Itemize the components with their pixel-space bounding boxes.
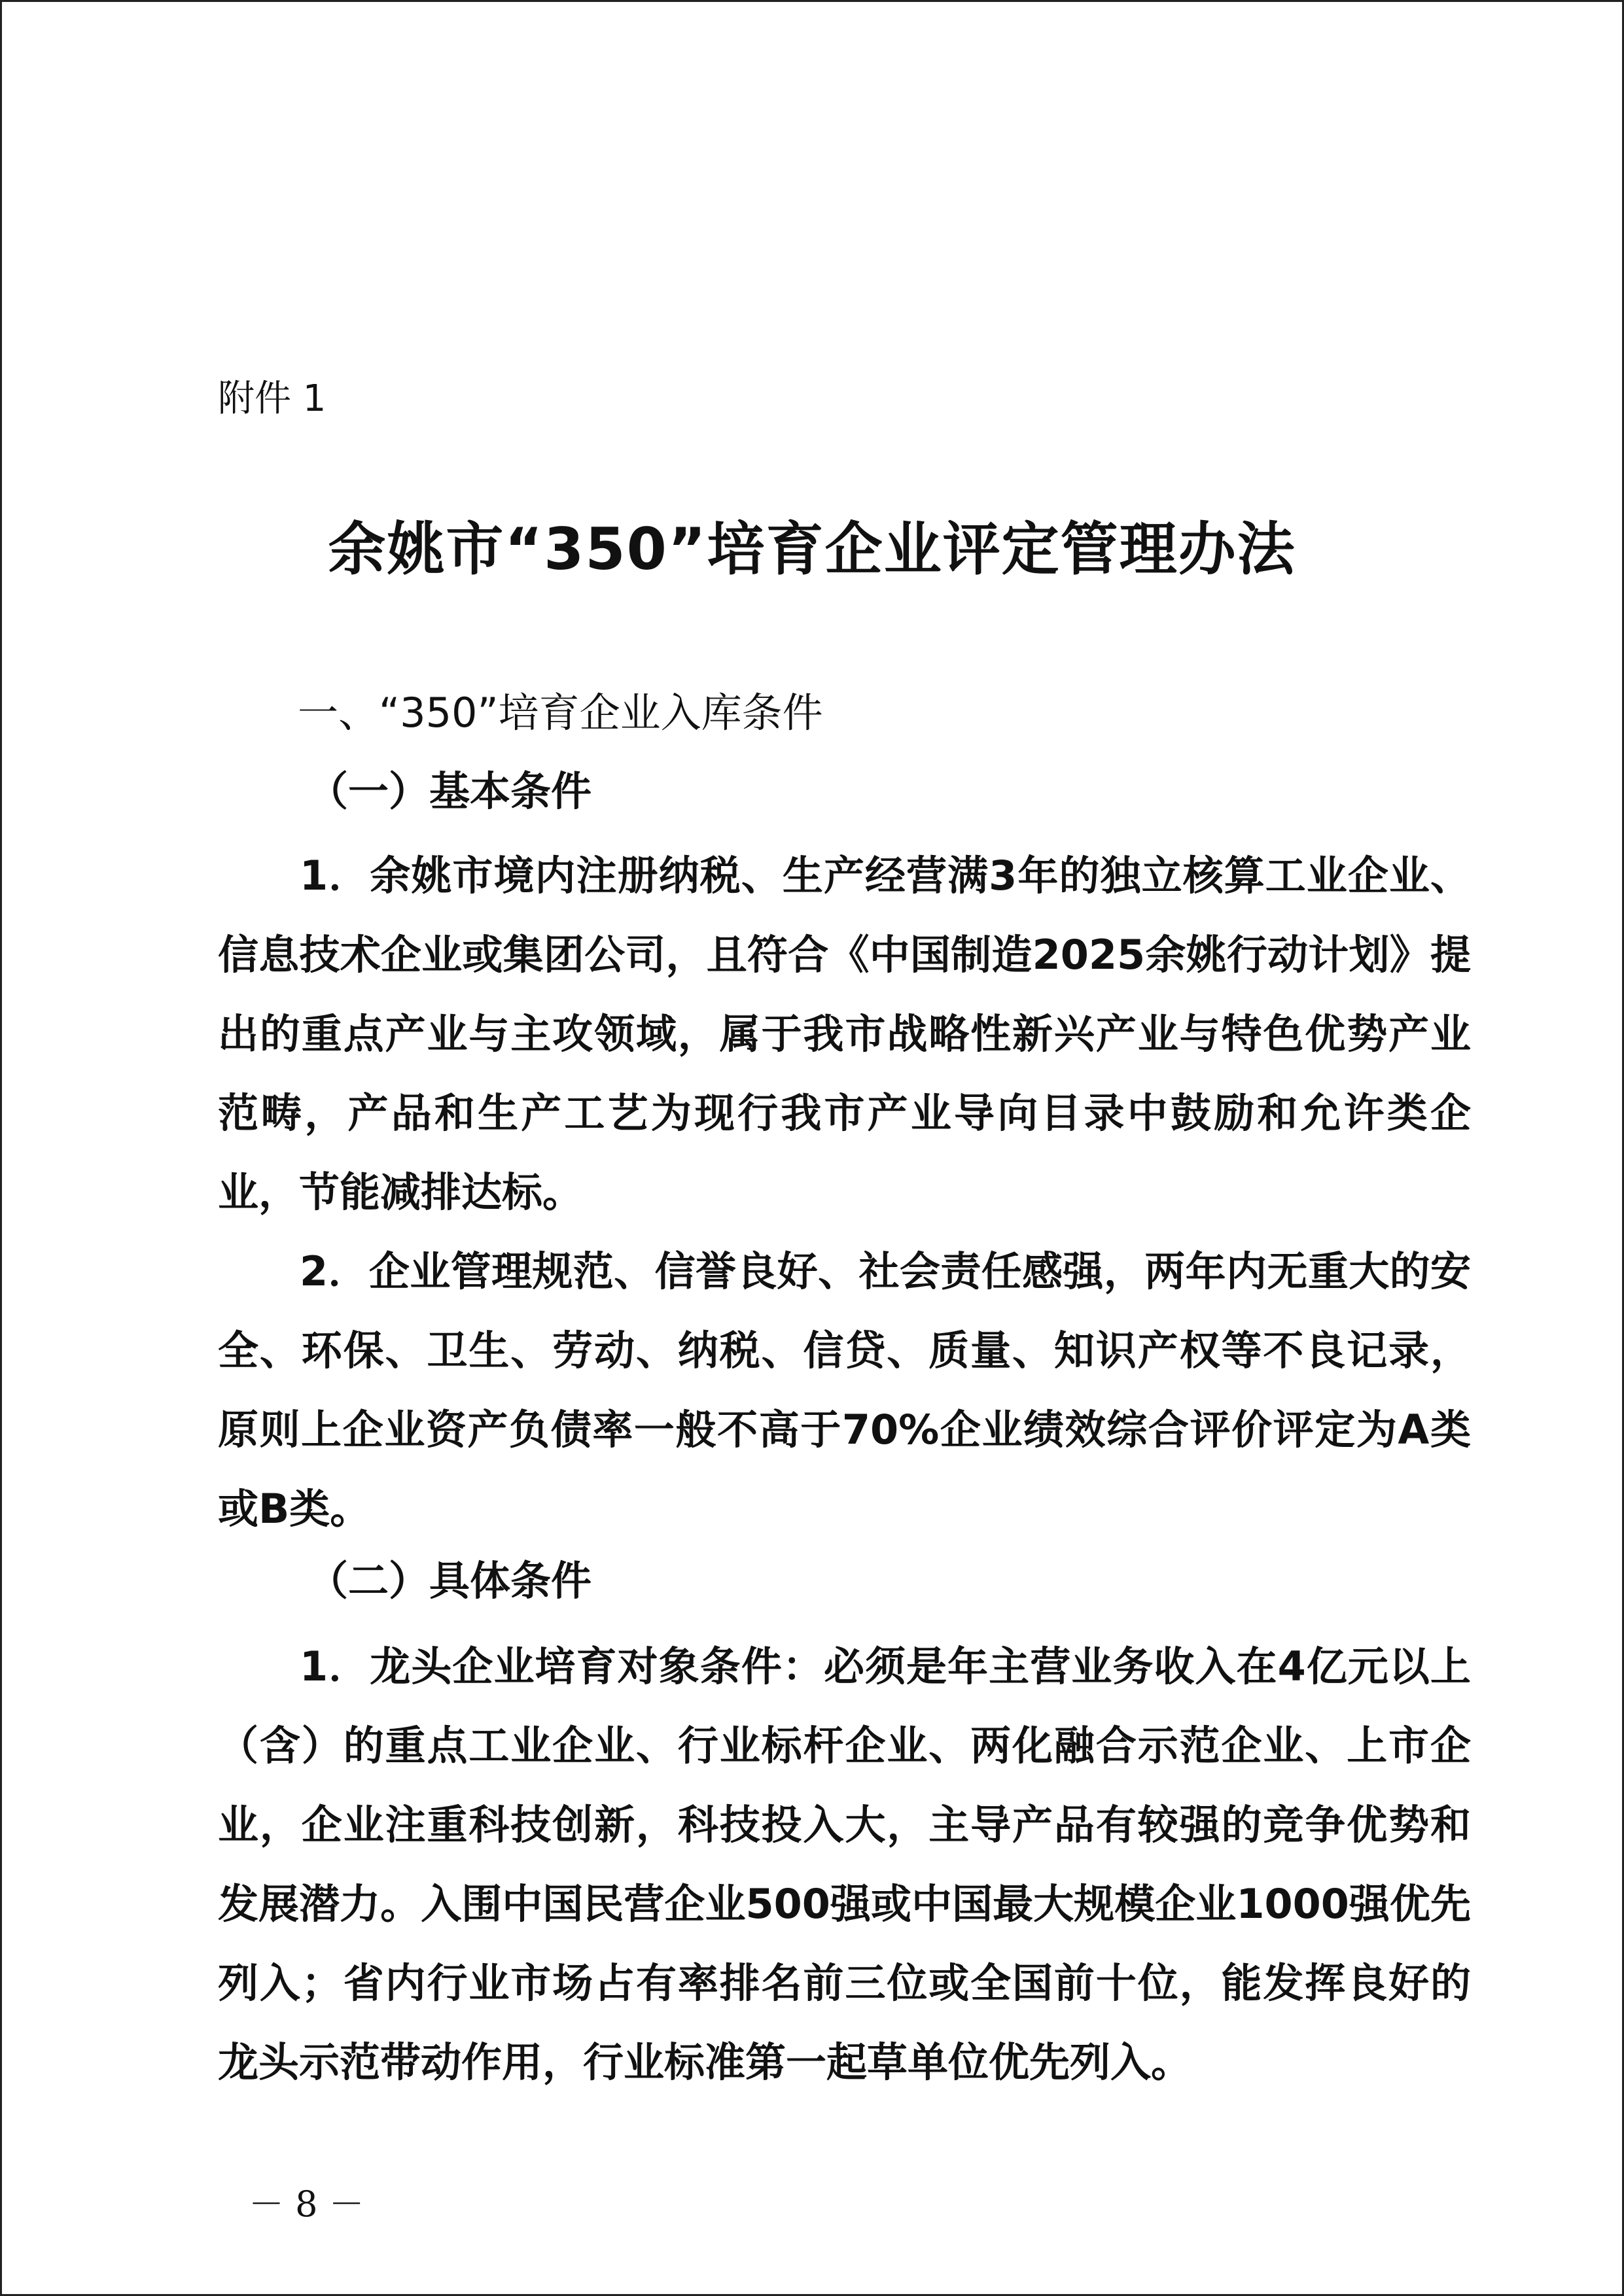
subheading-basic-conditions: （一）基本条件: [308, 767, 592, 815]
paragraph-basic-1: 1．余姚市境内注册纳税、生产经营满3年的独立核算工业企业、信息技术企业或集团公司，且符合《中国制造2025余姚行动计划》提出的重点产业与主攻领域，属于我市战略性新兴产业与特色优势产业范畴，产品和生产工艺为现行我市产业导向目录中鼓励和允许类企业，节能减排达标。: [218, 852, 1471, 1216]
section-heading: 一、“350”培育企业入库条件: [298, 689, 823, 737]
paragraph-specific-1: 1．龙头企业培育对象条件：必须是年主营业务收入在4亿元以上（含）的重点工业企业、行业标杆企业、两化融合示范企业、上市企业，企业注重科技创新，科技投入大，主导产品有较强的竞争优势和发展潜力。入围中国民营企业500强或中国最大规模企业1000强优先列入；省内行业市场占有率排名前三位或全国前十位，能发挥良好的龙头示范带动作用，行业标准第一起草单位优先列入。: [218, 1643, 1471, 2086]
attachment-label: 附件 1: [218, 377, 327, 420]
subheading-specific-conditions: （二）具体条件: [308, 1557, 592, 1605]
paragraph-basic-2: 2．企业管理规范、信誉良好、社会责任感强，两年内无重大的安全、环保、卫生、劳动、纳税、信贷、质量、知识产权等不良记录，原则上企业资产负债率一般不高于70%企业绩效综合评价评定为A类或B类。: [218, 1247, 1471, 1533]
document-title: 余姚市“350”培育企业评定管理办法: [328, 515, 1296, 583]
page-number: － 8 －: [249, 2183, 364, 2225]
